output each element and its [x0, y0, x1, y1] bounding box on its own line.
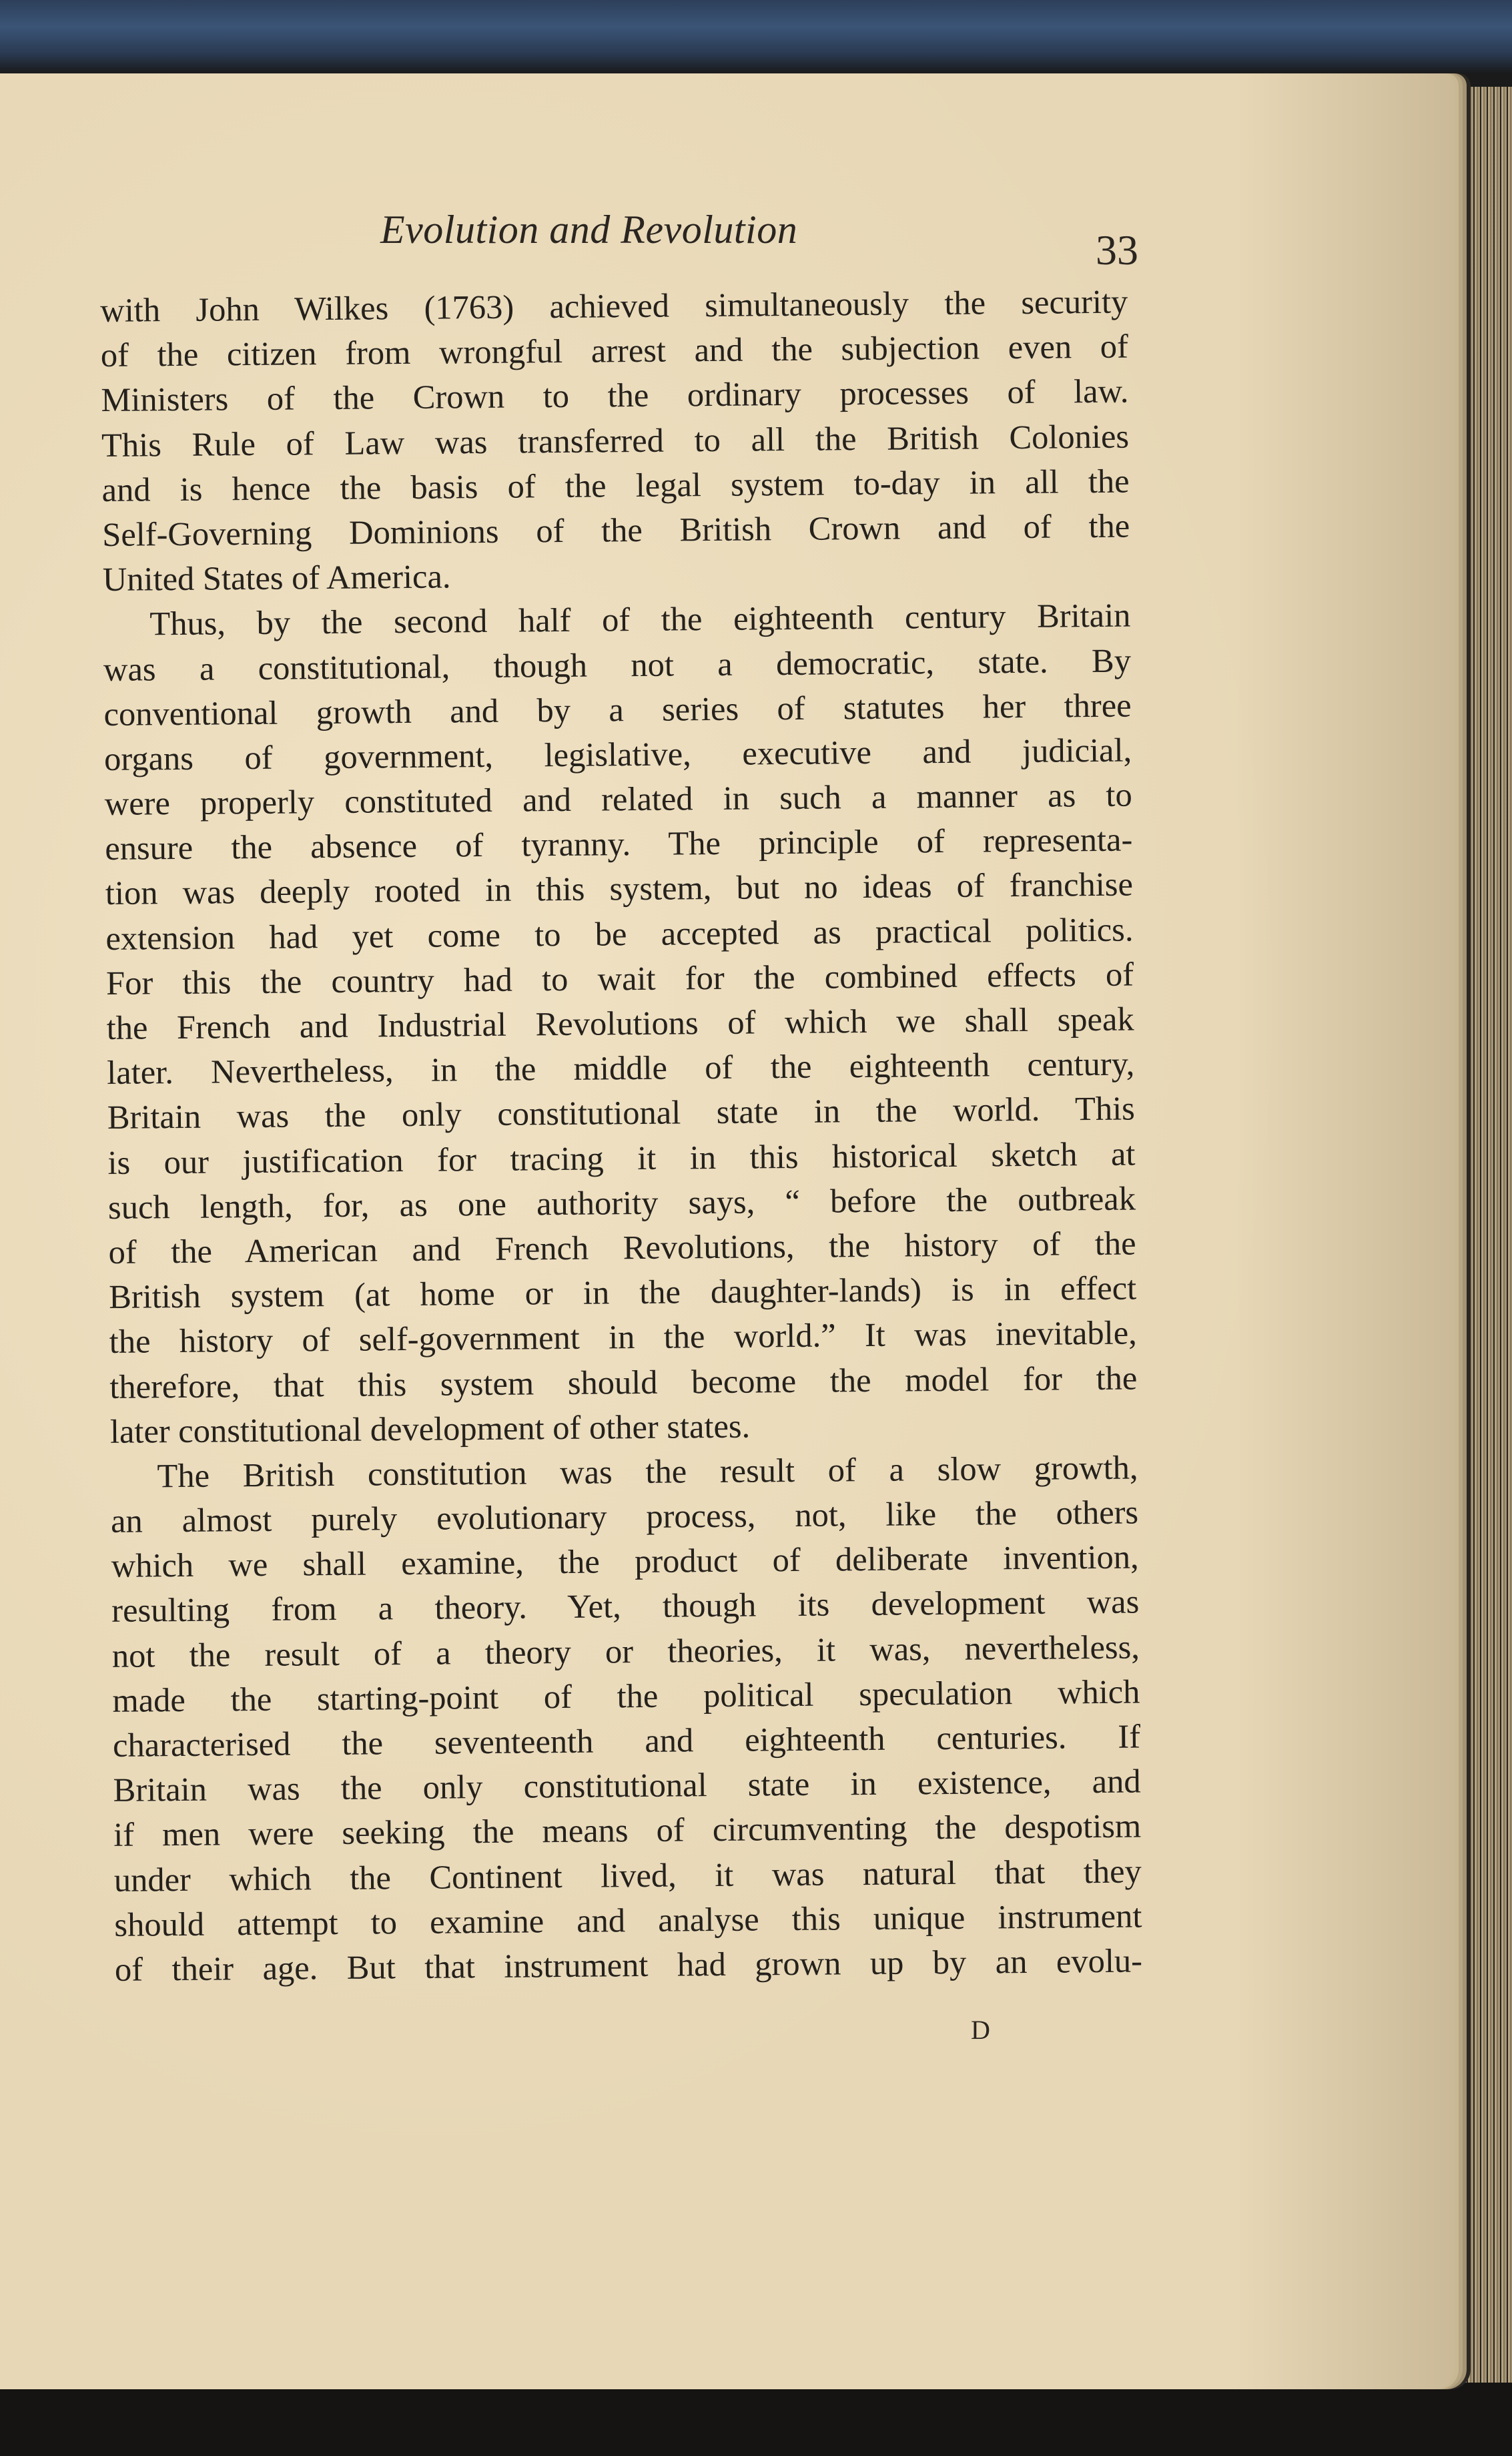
text-line: organs of government, legislative, executive and judicial,: [103, 731, 1132, 778]
text-line: tion was deeply rooted in this system, but no ideas of franchise: [105, 865, 1134, 912]
text-line: was a constitutional, though not a democratic, state. By: [103, 641, 1132, 688]
text-line: later constitutional development of other states.: [109, 1407, 751, 1450]
text-line: not the result of a theory or theories, it was, nevertheless,: [111, 1628, 1140, 1674]
text-line: later. Nevertheless, in the middle of the eighteenth century,: [107, 1044, 1135, 1092]
text-line: of the American and French Revolutions, the history of the: [108, 1224, 1136, 1271]
text-line: British system (at home or in the daughter-lands) is in effect: [108, 1269, 1137, 1316]
text-line: and is hence the basis of the legal system to-day in all the: [101, 462, 1130, 509]
text-line: ensure the absence of tyranny. The principle of representa-: [105, 820, 1133, 868]
body-text: [100, 280, 1142, 1992]
text-line: such length, for, as one authority says, “ before the outbreak: [107, 1179, 1136, 1226]
text-line: which we shall examine, the product of deliberate invention,: [111, 1538, 1139, 1585]
text-line: made the starting-point of the political speculation which: [112, 1672, 1140, 1719]
text-line: were properly constituted and related in such a manner as to: [104, 776, 1132, 823]
text-line: of their age. But that instrument had grown up by an evolu-: [114, 1941, 1143, 1988]
signature-mark: D: [971, 2015, 992, 2045]
text-line: extension had yet come to be accepted as practical politics.: [105, 910, 1134, 957]
text-line: resulting from a theory. Yet, though its development was: [111, 1582, 1140, 1630]
text-line: an almost purely evolutionary process, not, like the others: [110, 1493, 1139, 1540]
text-line: if men were seeking the means of circumventing the despotism: [113, 1807, 1142, 1854]
text-line: Britain was the only constitutional state in the world. This: [107, 1089, 1136, 1137]
page-number: 33: [1096, 226, 1138, 274]
text-line: the history of self-government in the world.” It was inevitable,: [109, 1313, 1137, 1361]
text-line: The British constitution was the result of a slow growth,: [157, 1448, 1138, 1495]
text-line: therefore, that this system should become the model for the: [109, 1358, 1138, 1406]
text-line: This Rule of Law was transferred to all the British Colonies: [101, 417, 1130, 464]
text-line: characterised the seventeenth and eighteenth centuries. If: [112, 1717, 1141, 1764]
text-line: Thus, by the second half of the eighteenth century Britain: [149, 596, 1131, 643]
text-line: of the citizen from wrongful arrest and the subjection even of: [100, 327, 1129, 374]
text-line: under which the Continent lived, it was natural that they: [113, 1852, 1142, 1899]
running-title: Evolution and Revolution: [380, 208, 798, 252]
text-line: with John Wilkes (1763) achieved simultaneously the security: [100, 282, 1128, 329]
page-header: [0, 207, 1455, 274]
text-line: Ministers of the Crown to the ordinary processes of law.: [101, 372, 1129, 419]
text-line: For this the country had to wait for the combined effects of: [105, 955, 1134, 1002]
text-line: is our justification for tracing it in this historical sketch at: [107, 1135, 1136, 1181]
page-edges: [1455, 87, 1512, 2383]
text-line: Self-Governing Dominions of the British Crown and of the: [101, 507, 1130, 553]
text-line: Britain was the only constitutional state in existence, and: [113, 1762, 1141, 1809]
text-line: conventional growth and by a series of statutes her three: [103, 686, 1132, 733]
text-line: United States of America.: [102, 557, 451, 599]
text-line: should attempt to examine and analyse this unique instrument: [114, 1897, 1142, 1943]
text-line: the French and Industrial Revolutions of which we shall speak: [106, 1000, 1134, 1046]
